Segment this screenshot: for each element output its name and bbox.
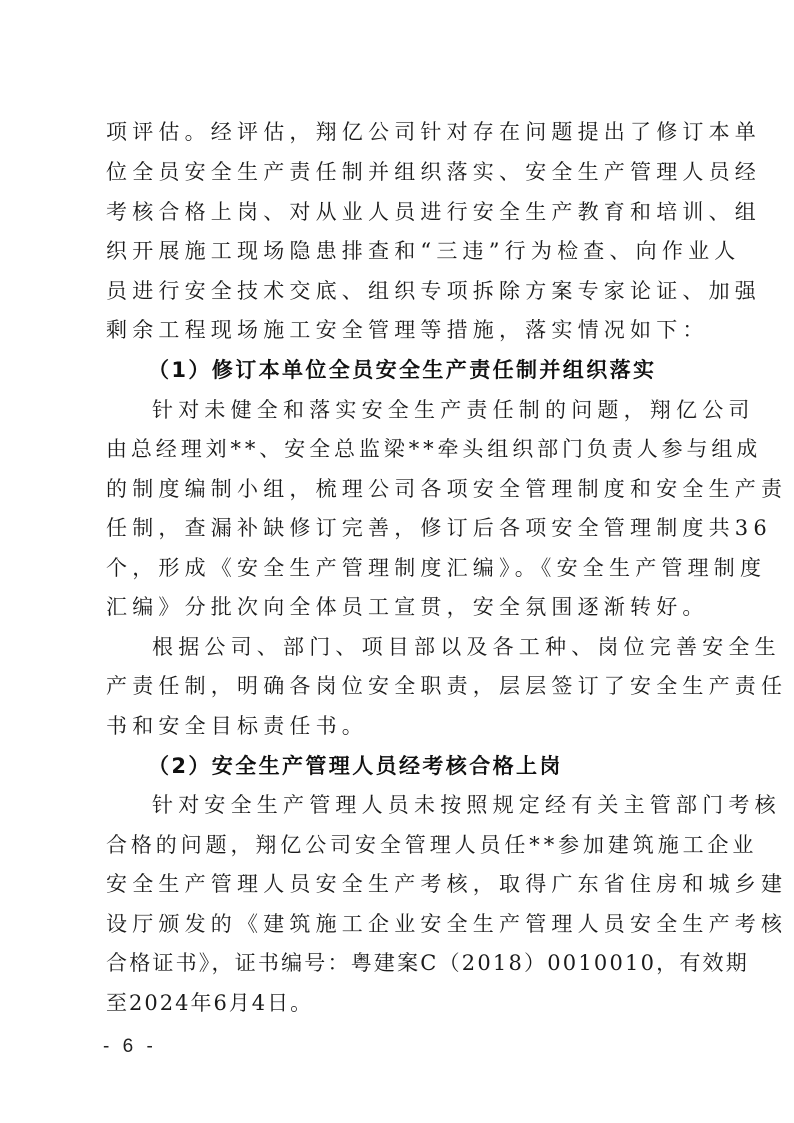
section-heading-1: （1）修订本单位全员安全生产责任制并组织落实	[148, 358, 657, 382]
body-text-line: 项评估。经评估，翔亿公司针对存在问题提出了修订本单	[106, 120, 761, 144]
page-number: - 6 -	[103, 1036, 157, 1057]
body-text-line: 由总经理刘**、安全总监梁**牵头组织部门负责人参与组成	[106, 437, 762, 461]
body-text-line: 设厅颁发的《建筑施工企业安全生产管理人员安全生产考核	[106, 912, 788, 936]
body-text-line: 员进行安全技术交底、组织专项拆除方案专家论证、加强	[106, 279, 761, 303]
body-text-line: 针对未健全和落实安全生产责任制的问题，翔亿公司	[152, 398, 755, 422]
body-text-line: 织开展施工现场隐患排查和“三违”行为检查、向作业人	[106, 239, 741, 263]
body-text-line: 位全员安全生产责任制并组织落实、安全生产管理人员经	[106, 160, 761, 184]
body-text-line: 个，形成《安全生产管理制度汇编》。《安全生产管理制度	[106, 556, 767, 580]
body-text-line: 的制度编制小组，梳理公司各项安全管理制度和安全生产责	[106, 477, 788, 501]
body-text-line: 安全生产管理人员安全生产考核，取得广东省住房和城乡建	[106, 872, 788, 896]
body-text-line: 合格证书》，证书编号：粤建案C（2018）0010010，有效期	[106, 951, 749, 975]
body-text-line: 考核合格上岗、对从业人员进行安全生产教育和培训、组	[106, 200, 761, 224]
body-text-line: 至2024年6月4日。	[106, 991, 314, 1015]
body-text-line: 根据公司、部门、项目部以及各工种、岗位完善安全生	[152, 635, 781, 659]
body-text-line: 汇编》分批次向全体员工宣贯，安全氛围逐渐转好。	[106, 595, 709, 619]
body-text-line: 书和安全目标责任书。	[106, 714, 368, 738]
body-text-line: 针对安全生产管理人员未按照规定经有关主管部门考核	[152, 793, 781, 817]
body-text-line: 产责任制，明确各岗位安全职责，层层签订了安全生产责任	[106, 674, 788, 698]
body-text-line: 剩余工程现场施工安全管理等措施，落实情况如下：	[106, 318, 709, 342]
body-text-line: 任制，查漏补缺修订完善，修订后各项安全管理制度共36	[106, 516, 772, 540]
section-heading-2: （2）安全生产管理人员经考核合格上岗	[148, 754, 563, 778]
body-text-line: 合格的问题，翔亿公司安全管理人员任**参加建筑施工企业	[106, 833, 758, 857]
